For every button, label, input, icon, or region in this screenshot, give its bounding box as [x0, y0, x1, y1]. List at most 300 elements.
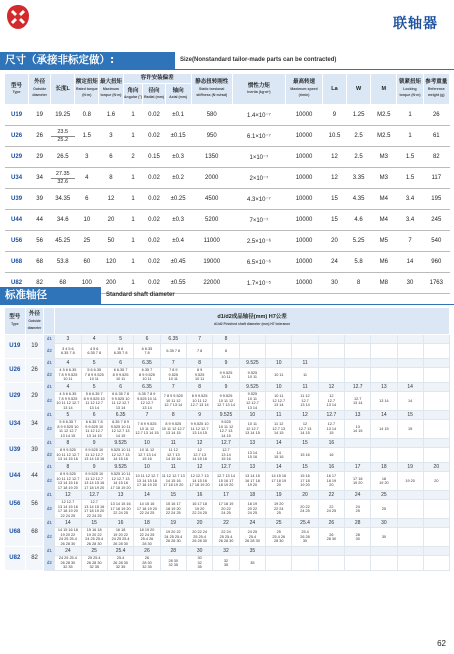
spec-m: M3 [371, 168, 397, 189]
spec-la: 15 [322, 210, 346, 231]
shaft-d2-values [318, 556, 344, 571]
shaft-d1-value: 24 [55, 547, 81, 556]
shaft-d2-values: 30 [371, 528, 397, 547]
shaft-d1-value [345, 439, 371, 448]
shaft-row-key: d1 [44, 547, 55, 556]
spec-radial: 0.02 [143, 210, 165, 231]
spec-row [5, 231, 450, 252]
shaft-d2-values: 6 6.35 7 8 [134, 344, 160, 359]
shaft-d1-value: 18 [371, 463, 397, 472]
shaft-row-key: d2 [44, 472, 55, 491]
shaft-d2-values: 26 28 30 [318, 528, 344, 547]
shaft-d1-value: 16 [107, 519, 133, 528]
spec-length: 23.5 25.2 [51, 126, 75, 147]
shaft-d1-value: 12 [186, 439, 212, 448]
shaft-d2-values: 19 20 22 24 25 25.4 26 28 30 [160, 528, 186, 547]
spec-length: 19.25 [51, 105, 75, 126]
shaft-d2-values: 8 9 9.525 10 11 12 12.7 13 14 15 [160, 420, 186, 439]
shaft-d1-value: 12.7 [213, 439, 239, 448]
spec-max-torque: 200 [99, 273, 123, 294]
shaft-d1-value: 32 [213, 547, 239, 556]
shaft-d2-values: 13 14 15 16 17 18 19 20 22 24 25 [107, 500, 133, 519]
shaft-d2-values: 14 15 16 17 18 19 20 22 24 25 [134, 500, 160, 519]
shaft-d2-values [345, 368, 371, 383]
shaft-d1-value [423, 491, 449, 500]
shaft-d2-values: 14 15 16 [266, 448, 292, 463]
shaft-d2-values: 7 8 9 9.525 10 11 [160, 368, 186, 383]
shaft-d1-value [345, 547, 371, 556]
spec-w: 3.35 [347, 168, 371, 189]
spec-la: 9 [322, 105, 346, 126]
shaft-d2-values: 17 18 19 20 [345, 472, 371, 491]
spec-max-torque: 3 [99, 126, 123, 147]
spec-angular: 1 [123, 168, 143, 189]
spec-inertia: 7×10⁻⁷ [232, 210, 286, 231]
spec-stiffness: 580 [191, 105, 232, 126]
shaft-d1-row [5, 547, 450, 556]
shaft-d2-values: 9 9.525 10 11 12 12.7 13 14 15 [186, 420, 212, 439]
shaft-od: 19 [25, 335, 44, 359]
shaft-d1-value: 4 [81, 335, 107, 344]
shaft-d1-value: 16 [186, 491, 212, 500]
spec-w: 8 [347, 273, 371, 294]
shaft-d2-values: 26 28 30 32 35 [134, 556, 160, 571]
spec-speed: 10000 [286, 147, 323, 168]
shaft-d1-value [345, 359, 371, 368]
shaft-d1-value: 18 [134, 519, 160, 528]
shaft-d2-values [397, 344, 423, 359]
spec-w: 1.25 [347, 105, 371, 126]
spec-type: U68 [5, 252, 29, 273]
spec-radial: 0.15 [143, 147, 165, 168]
shaft-section-header [0, 287, 454, 304]
shaft-type: U34 [5, 411, 26, 439]
spec-table: 型号 Type 外径 Outside diameter 长度L 额定扭矩 Rated torque (N·m) 最大扭矩 Maximum torque (N·m) 容许安装偏差 静态扭转刚性 Static torsional stiffness (N·m/rad) 惯性力矩 Inertia (kg·m²) 最高转速 Maximum speed (r/min) La W M 锁紧扭矩 Locking torque (N·m) 参考重量 Reference weight (g) 角向 Angular (°) 径向 Radial (mm) 轴向 Axial (mm) U19 19 19.25 0.8 1.6 1 0.02 ±0.1 580 1.4×10⁻⁷ 10000 9 1.25 M2.5 1 26 U26 26 23.5 25.2 1.5 3 1 0.02 ±0.15 950 6.1×10⁻⁷ 10000 10.5 2.5 M2.5 1 61 U29 29 26.5 3 6 2 0.15 ±0.3 1350 1×10⁻⁷ 10000 12 2.5 M3 1.5 82 U34 34 27.35 32.6 4 8 1 0.02 ±0.2 2000 2×10⁻⁷ 10000 12 3.35 M3 1.5 117 U39 39 34.35 6 12 1 0.02 ±0.25 4500 4.3×10⁻⁷ 10000 15 4.35 M4 3.4 195 U44 44 34.6 10 20 1 0.02 ±0.3 5200 7×10⁻⁷ 10000 15 4.6 M4 3.4 245 U56 56 45.25 25 50 1 0.02 ±0.4 11000 2.5×10⁻⁶ 10000 20 5.25 M5 7 540 U68 68 53.8 60 120 1 0.02 ±0.45 19000 6.5×10⁻⁶ 10000 24 5.8 M6 14 960 U82 82 68 100 200 1 0.02 ±0.55 22000 1.7×10⁻⁵ 10000 30 8 M8 30 1763 [4, 73, 450, 294]
shaft-section-subtitle: Standard shaft diameter [106, 292, 175, 298]
shaft-d2-values: 9 9.525 10 11 12 12.7 13 14 15 16 [81, 448, 107, 463]
shaft-d2-values [345, 344, 371, 359]
shaft-d2-values: 25 25.4 26 28 30 [266, 528, 292, 547]
spec-w: 4.6 [347, 210, 371, 231]
shaft-d2-values: 18 19 20 [371, 472, 397, 491]
shaft-d1-value: 8 [160, 411, 186, 420]
shaft-d2-values [318, 368, 344, 383]
shaft-d1-value: 12.7 [213, 463, 239, 472]
shaft-d1-value: 12.7 [345, 383, 371, 392]
spec-type: U34 [5, 168, 29, 189]
shaft-d2-values: 16 17 18 19 20 [318, 472, 344, 491]
spec-radial: 0.02 [143, 252, 165, 273]
shaft-d1-value: 10 [134, 439, 160, 448]
shaft-d1-value [423, 547, 449, 556]
spec-stiffness: 950 [191, 126, 232, 147]
spec-angular: 1 [123, 189, 143, 210]
spec-row [5, 189, 450, 210]
shaft-row-key: d1 [44, 411, 55, 420]
shaft-d2-values: 16 17 18 19 20 22 24 25 [186, 500, 212, 519]
shaft-d2-values: 15 [397, 420, 423, 439]
shaft-d1-value: 30 [186, 547, 212, 556]
spec-rated-torque: 100 [75, 273, 99, 294]
spec-inertia: 1×10⁻⁷ [232, 147, 286, 168]
shaft-d1-value [318, 547, 344, 556]
shaft-d2-values: 11 12 12.7 13 14 15 16 [160, 448, 186, 463]
shaft-type: U68 [5, 519, 26, 547]
spec-length: 53.8 [51, 252, 75, 273]
shaft-d2-row [5, 500, 450, 519]
spec-w: 4.35 [347, 189, 371, 210]
spec-speed: 10000 [286, 168, 323, 189]
spec-angular: 1 [123, 105, 143, 126]
shaft-d2-values: 19 20 22 24 25 [266, 500, 292, 519]
shaft-d1-value: 28 [160, 547, 186, 556]
shaft-d1-row [5, 519, 450, 528]
shaft-d1-value: 13 [371, 383, 397, 392]
shaft-d1-value [397, 519, 423, 528]
shaft-d2-row [5, 472, 450, 491]
shaft-d1-row [5, 359, 450, 368]
shaft-d2-values: 6.35 7 8 9 9.525 10 11 12 12.7 13 14 15 [107, 420, 133, 439]
spec-length: 27.35 32.6 [51, 168, 75, 189]
shaft-d1-value: 20 [292, 491, 318, 500]
spec-speed: 10000 [286, 252, 323, 273]
shaft-d2-values: 5 6 6.35 7 8 9 9.525 10 11 [81, 368, 107, 383]
shaft-d2-values: 24 25 25.4 26 28 30 32 35 [55, 556, 81, 571]
shaft-d2-values: 10 11 12 12.7 13 14 15 16 17 18 19 20 [134, 472, 160, 491]
shaft-d2-values: 15 16 [292, 448, 318, 463]
spec-m: M2.5 [371, 126, 397, 147]
spec-weight: 245 [423, 210, 449, 231]
shaft-d2-values [423, 392, 449, 411]
shaft-d1-value [397, 335, 423, 344]
shaft-d1-row [5, 383, 450, 392]
shaft-d1-value [371, 335, 397, 344]
shaft-od: 29 [25, 383, 44, 411]
shaft-d2-values: 8 9 9.525 10 11 12 12.7 13 14 15 16 17 18 19 20 [56, 472, 80, 490]
spec-row [5, 147, 450, 168]
shaft-d1-row [5, 463, 450, 472]
spec-weight: 82 [423, 147, 449, 168]
shaft-d1-value: 20 [423, 463, 449, 472]
spec-angular: 1 [123, 273, 143, 294]
shaft-d1-value: 25.4 [292, 519, 318, 528]
shaft-d1-value: 12 [292, 411, 318, 420]
shaft-d2-values: 12.7 13 14 [345, 392, 371, 411]
shaft-d1-value [345, 335, 371, 344]
shaft-d1-value [292, 547, 318, 556]
spec-max-torque: 12 [99, 189, 123, 210]
shaft-row-key: d1 [44, 383, 55, 392]
shaft-d2-values: 5 6 6.35 7 8 9 9.525 10 11 12 12.7 13 14 15 [55, 420, 81, 439]
shaft-d2-values [266, 556, 292, 571]
shaft-d2-values: 12 12.7 13 14 [318, 392, 344, 411]
shaft-d2-values: 9 9.525 10 11 [213, 368, 239, 383]
shaft-d2-values: 13 14 15 16 17 18 19 20 [239, 472, 265, 491]
shaft-d2-values: 6.35 7 8 [160, 344, 186, 359]
spec-radial: 0.02 [143, 189, 165, 210]
shaft-d2-values: 11 12 12.7 13 14 15 16 17 18 19 20 [160, 472, 186, 491]
spec-m: M5 [371, 231, 397, 252]
shaft-row-key: d2 [44, 420, 55, 439]
spec-angular: 1 [123, 126, 143, 147]
shaft-d1-value: 10 [134, 463, 160, 472]
shaft-d2-values: 25 25.4 26 28 30 32 35 [81, 556, 107, 571]
shaft-d1-value: 19 [160, 519, 186, 528]
spec-radial: 0.02 [143, 105, 165, 126]
shaft-type: U82 [5, 547, 26, 571]
spec-locking-torque: 1.5 [397, 147, 423, 168]
shaft-d1-value: 9.525 [239, 383, 265, 392]
spec-stiffness: 11000 [191, 231, 232, 252]
shaft-d2-values [423, 500, 449, 519]
shaft-d1-value: 6 [81, 411, 107, 420]
shaft-d1-value: 4 [55, 383, 81, 392]
shaft-d1-value: 8 [213, 335, 239, 344]
spec-rated-torque: 4 [75, 168, 99, 189]
shaft-d1-value [397, 359, 423, 368]
shaft-d2-values: 8 [213, 344, 239, 359]
shaft-d1-value: 10 [239, 411, 265, 420]
shaft-d2-values: 7 8 9 9.525 10 11 12 12.7 13 14 15 [134, 420, 160, 439]
shaft-d2-values: 8 9 9.525 10 11 12 12.7 13 14 15 16 [56, 448, 80, 462]
shaft-d1-value: 6.35 [134, 383, 160, 392]
shaft-d2-values: 9.525 10 11 12 12.7 13 14 15 16 17 18 19 20 [107, 472, 133, 491]
shaft-d2-values: 28 30 [345, 528, 371, 547]
spec-axial: ±0.3 [165, 147, 191, 168]
shaft-d2-values [345, 556, 371, 571]
shaft-row-key: d1 [44, 335, 55, 344]
shaft-d2-values: 35 [239, 556, 265, 571]
shaft-d1-row [5, 439, 450, 448]
shaft-d2-values: 18 19 20 22 24 25 25.4 26 28 30 [134, 528, 160, 547]
spec-axial: ±0.3 [165, 210, 191, 231]
shaft-d1-value: 24 [239, 519, 265, 528]
spec-inertia: 1.7×10⁻⁵ [232, 273, 286, 294]
shaft-d2-values: 4 5 6 6.35 7 8 9 9.525 10 11 12 12.7 13 14 [56, 392, 80, 410]
shaft-d2-values: 15 16 18 19 20 22 24 25 25.4 26 28 30 [81, 528, 107, 547]
spec-axial: ±0.2 [165, 168, 191, 189]
shaft-d2-values: 14 [397, 392, 423, 411]
spec-axial: ±0.45 [165, 252, 191, 273]
shaft-d1-value: 13 [107, 491, 133, 500]
size-section-title: 尺寸（承接非标定做）: [0, 52, 175, 69]
spec-length: 34.35 [51, 189, 75, 210]
spec-angular: 1 [123, 231, 143, 252]
shaft-d1-value: 6.35 [134, 359, 160, 368]
spec-rated-torque: 60 [75, 252, 99, 273]
spec-row [5, 210, 450, 231]
shaft-d2-values [397, 448, 423, 463]
shaft-d1-value: 15 [292, 439, 318, 448]
shaft-type: U39 [5, 439, 26, 463]
shaft-d2-values: 11 12 12.7 13 14 [292, 392, 318, 411]
shaft-d1-value [318, 359, 344, 368]
shaft-d2-values [423, 344, 449, 359]
shaft-d1-value: 9 [186, 411, 212, 420]
shaft-d1-value: 9.525 [107, 439, 133, 448]
shaft-row-key: d2 [44, 556, 55, 571]
shaft-d2-row [5, 420, 450, 439]
shaft-d1-value: 13 [345, 411, 371, 420]
spec-m: M4 [371, 210, 397, 231]
spec-max-torque: 6 [99, 147, 123, 168]
shaft-od: 26 [25, 359, 44, 383]
spec-m: M4 [371, 189, 397, 210]
spec-locking-torque: 30 [397, 273, 423, 294]
spec-locking-torque: 3.4 [397, 189, 423, 210]
page-number: 62 [437, 639, 446, 648]
shaft-d2-row [5, 556, 450, 571]
spec-speed: 10000 [286, 210, 323, 231]
shaft-d1-value: 9 [213, 383, 239, 392]
shaft-d2-values: 12 12.7 13 14 15 [292, 420, 318, 439]
shaft-d2-values: 24 25 [345, 500, 371, 519]
shaft-d2-values: 11 12 12.7 13 14 15 [266, 420, 292, 439]
shaft-d1-value: 11 [160, 439, 186, 448]
spec-locking-torque: 7 [397, 231, 423, 252]
shaft-type: U44 [5, 463, 26, 491]
shaft-d1-value: 25 [266, 519, 292, 528]
shaft-d2-values: 9.525 10 11 12 12.7 13 14 [239, 392, 265, 411]
spec-m: M3 [371, 147, 397, 168]
shaft-d2-row [5, 368, 450, 383]
shaft-d1-value: 16 [318, 439, 344, 448]
shaft-d1-value: 7 [186, 335, 212, 344]
shaft-d2-values: 10 11 12 12.7 13 14 15 16 [134, 448, 160, 463]
shaft-d1-value: 19 [266, 491, 292, 500]
shaft-d1-value: 12 [318, 383, 344, 392]
shaft-d1-value: 26 [318, 519, 344, 528]
shaft-d2-values: 12.7 13 14 15 16 [213, 448, 239, 463]
shaft-d2-values: 6.35 7 8 9 9.525 10 11 12 12.7 13 14 [134, 392, 160, 411]
shaft-d2-values: 25 [371, 500, 397, 519]
shaft-d2-values: 24 25 25.4 26 28 30 [239, 528, 265, 547]
shaft-d1-value [397, 491, 423, 500]
size-section-header [0, 52, 454, 69]
shaft-d1-value: 7 [160, 383, 186, 392]
shaft-d1-value: 15 [397, 411, 423, 420]
shaft-d1-value: 9.525 [239, 359, 265, 368]
spec-rated-torque: 1.5 [75, 126, 99, 147]
shaft-d2-values: 10 11 [266, 368, 292, 383]
shaft-d1-value: 14 [397, 383, 423, 392]
shaft-d1-value: 9.525 [213, 411, 239, 420]
shaft-row-key: d2 [44, 448, 55, 463]
shaft-d1-value: 19 [397, 463, 423, 472]
spec-w: 5.25 [347, 231, 371, 252]
shaft-d2-values: 8 9 9.525 10 11 12 12.7 13 14 [186, 392, 212, 411]
spec-weight: 1763 [423, 273, 449, 294]
shaft-d1-value: 8 [186, 359, 212, 368]
shaft-d1-value [397, 439, 423, 448]
spec-la: 15 [322, 189, 346, 210]
spec-max-torque: 120 [99, 252, 123, 273]
shaft-d2-values: 25.4 26 28 30 32 35 [107, 556, 133, 571]
spec-axial: ±0.1 [165, 105, 191, 126]
shaft-d2-values: 6 6.35 7 8 9 9.525 10 11 [107, 368, 133, 383]
divider [0, 304, 454, 305]
shaft-d1-value: 15 [292, 463, 318, 472]
shaft-d1-value: 24 [345, 491, 371, 500]
shaft-d2-values [397, 500, 423, 519]
shaft-d2-values: 9.525 10 11 12 12.7 13 14 15 16 [107, 448, 133, 463]
spec-weight: 61 [423, 126, 449, 147]
shaft-d2-values: 17 18 19 20 22 24 25 [213, 500, 239, 519]
spec-rated-torque: 3 [75, 147, 99, 168]
spec-row [5, 252, 450, 273]
spec-od: 26 [29, 126, 51, 147]
spec-locking-torque: 1.5 [397, 168, 423, 189]
shaft-d2-values: 12 12.7 13 14 15 16 17 18 19 20 [186, 472, 212, 491]
shaft-d1-value [423, 519, 449, 528]
spec-la: 12 [322, 147, 346, 168]
shaft-d1-value: 8 [186, 383, 212, 392]
shaft-d1-value: 18 [239, 491, 265, 500]
shaft-d1-value: 13 [239, 439, 265, 448]
shaft-d1-value: 14 [266, 463, 292, 472]
shaft-d1-value: 6 [107, 359, 133, 368]
shaft-d2-values [371, 448, 397, 463]
spec-axial: ±0.15 [165, 126, 191, 147]
spec-locking-torque: 14 [397, 252, 423, 273]
shaft-d2-row [5, 392, 450, 411]
shaft-d1-value: 15 [81, 519, 107, 528]
spec-la: 12 [322, 168, 346, 189]
spec-w: 5.8 [347, 252, 371, 273]
shaft-d2-values: 20 22 24 25 25.4 26 28 30 [186, 528, 212, 547]
shaft-d2-values: 12.7 13 14 15 16 17 18 19 20 [213, 472, 239, 491]
shaft-d2-values: 16 18 19 20 22 24 25 25.4 26 28 30 [107, 528, 133, 547]
shaft-d1-value: 6.35 [107, 411, 133, 420]
shaft-d1-value [397, 547, 423, 556]
shaft-d2-values: 14 15 16 18 19 20 22 24 25 25.4 26 28 30 [55, 528, 81, 547]
shaft-d2-values: 9.525 10 11 [239, 368, 265, 383]
size-section-subtitle: Size(Nonstandard tailor-made parts can be contracted) [180, 57, 337, 63]
spec-type: U19 [5, 105, 29, 126]
shaft-d1-value: 5 [107, 335, 133, 344]
spec-type: U56 [5, 231, 29, 252]
shaft-d1-value: 12 [186, 463, 212, 472]
spec-rated-torque: 0.8 [75, 105, 99, 126]
shaft-od: 82 [25, 547, 44, 571]
shaft-d2-values: 13 14 15 [345, 420, 371, 439]
spec-rated-torque: 10 [75, 210, 99, 231]
shaft-d1-value [371, 547, 397, 556]
shaft-d2-values [266, 344, 292, 359]
shaft-d2-values [397, 556, 423, 571]
shaft-d1-value: 11 [160, 463, 186, 472]
shaft-d1-value: 6 [107, 383, 133, 392]
shaft-d1-value: 7 [134, 411, 160, 420]
shaft-d2-values: 14 15 16 17 18 19 20 [266, 472, 292, 491]
shaft-d1-value [371, 359, 397, 368]
shaft-d2-row [5, 344, 450, 359]
spec-speed: 10000 [286, 273, 323, 294]
shaft-d2-values: 3 4 5 6 6.35 7 8 [55, 344, 81, 359]
shaft-d1-value: 26 [134, 547, 160, 556]
spec-stiffness: 5200 [191, 210, 232, 231]
shaft-d1-value: 17 [213, 491, 239, 500]
shaft-d1-value: 8 [55, 439, 81, 448]
shaft-d2-values [292, 556, 318, 571]
shaft-d1-value: 35 [239, 547, 265, 556]
shaft-d2-values: 16 [318, 448, 344, 463]
shaft-od: 68 [25, 519, 44, 547]
shaft-d2-values: 10 11 12 12.7 13 14 [266, 392, 292, 411]
shaft-d2-values: 28 30 32 35 [160, 556, 186, 571]
brand-logo [6, 4, 30, 30]
spec-type: U26 [5, 126, 29, 147]
